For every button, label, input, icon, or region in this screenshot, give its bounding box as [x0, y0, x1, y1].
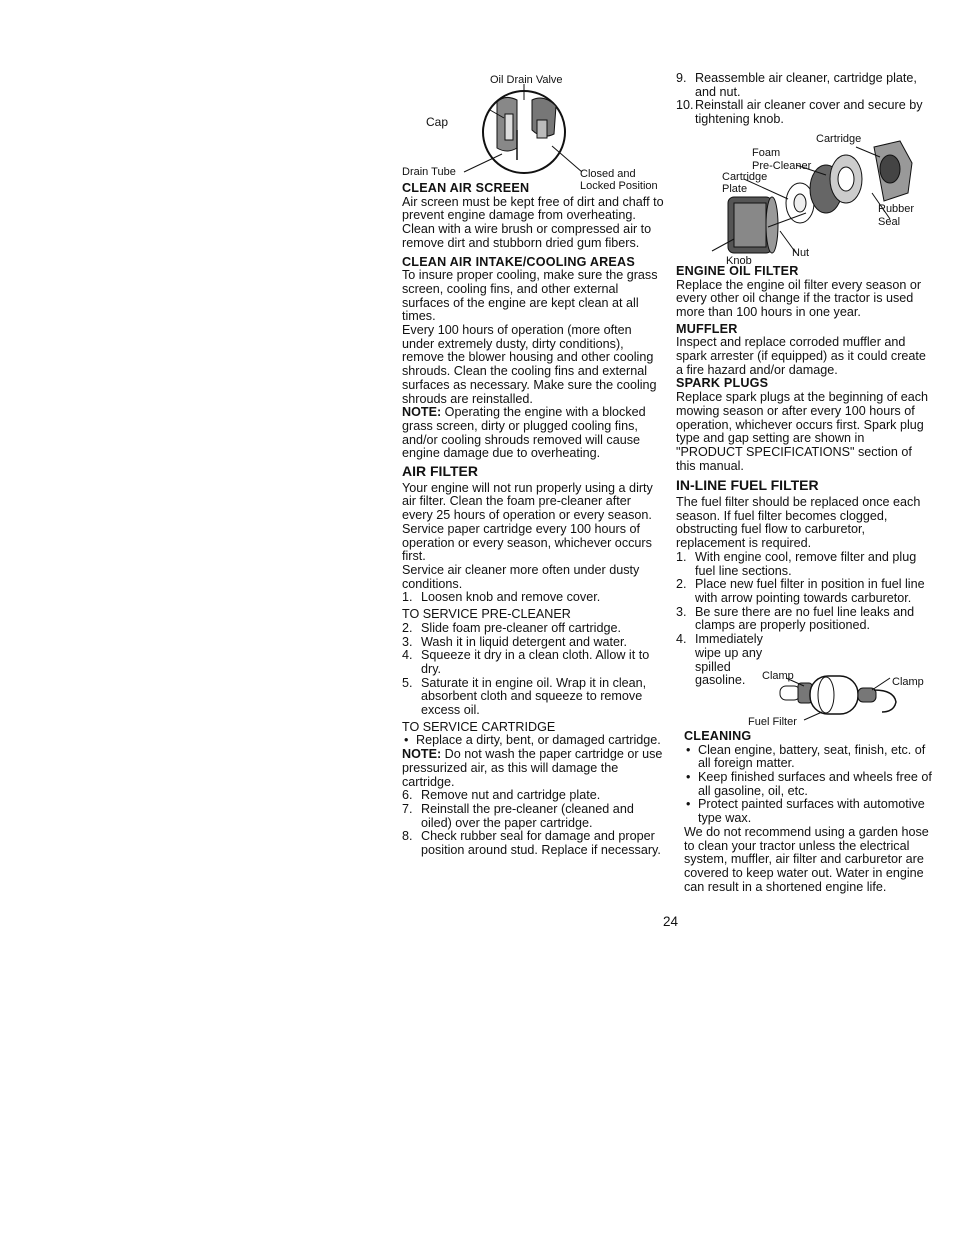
step-number: 4. [676, 632, 687, 647]
air-filter-step-6 [402, 789, 664, 803]
cleaning-bullet-2: • Keep finished surfaces and wheels free of all gasoline, oil, etc. [686, 770, 932, 798]
step-number: 7. [402, 801, 413, 816]
clean-air-intake-p2: Every 100 hours of operation (more often under extremely dusty, dirty conditions), remove the blower housing and other cooling shrouds. Clean the cooling fins and external surfaces as necessary. Make sure the cooling shrouds are reinstalled. [402, 323, 657, 406]
left-column [402, 72, 664, 858]
engine-oil-filter-heading: ENGINE OIL FILTER [676, 263, 799, 278]
air-filter-step-8 [402, 830, 664, 857]
step-text: Be sure there are no fuel line leaks and clamps are properly positioned. [695, 604, 915, 633]
fuel-filter-label: Fuel Filter [748, 715, 797, 728]
cleaning-heading: CLEANING [684, 728, 752, 743]
air-filter-p2: Service air cleaner more often under dusty conditions. [402, 562, 640, 591]
muffler-body: Inspect and replace corroded muffler and spark arrester (if equipped) as it could create a fire hazard and/or damage. [676, 335, 926, 377]
step-number: 10. [676, 98, 694, 113]
air-filter-step-5 [402, 677, 664, 718]
step-text: Check rubber seal for damage and proper position around stud. Replace if necessary. [421, 829, 661, 858]
step-number: 9. [676, 71, 687, 85]
engine-oil-filter-body: Replace the engine oil filter every season or every other oil change if the tractor is used more than 100 hours in one year. [676, 277, 922, 319]
step-number: 5. [402, 675, 413, 690]
cleaning-bullet-3: • Protect painted surfaces with automotive type wax. [684, 798, 932, 825]
pre-cleaner-label: Pre-Cleaner [752, 159, 812, 172]
drain-tube-label: Drain Tube [402, 166, 456, 178]
seal-label: Seal [878, 215, 901, 228]
step-text: Reinstall the pre-cleaner (cleaned and oiled) over the paper cartridge. [421, 801, 634, 830]
cleaning-section [676, 730, 932, 894]
closed-locked-label-2: Locked Position [580, 180, 658, 192]
clean-air-intake-p1: To insure proper cooling, make sure the grass screen, cooling fins, and other external surfaces of the engine are kept clean at all times. [402, 268, 658, 324]
right-column [676, 72, 932, 894]
spark-plugs-body: Replace spark plugs at the beginning of each mowing season or after every 100 hours of operation, whichever occurs first. Spark plug type and gap setting are shown in "PRODUCT SPECIFICATIONS" section of this manual. [676, 390, 929, 473]
air-cleaner-figure [676, 127, 932, 269]
step-text: Immediately wipe up any spilled gasoline. [695, 632, 763, 688]
bullet-text: Keep finished surfaces and wheels free of all gasoline, oil, etc. [698, 770, 932, 798]
step-number: 3. [676, 604, 687, 619]
fuel-filter-step-1 [676, 551, 932, 578]
cartridge-bullet: • Replace a dirty, bent, or damaged cartridge. [402, 734, 664, 748]
step-number: 4. [402, 648, 413, 663]
air-filter-note [402, 748, 664, 789]
fuel-filter-step-3 [676, 606, 932, 633]
nut-label: Nut [792, 246, 810, 259]
rubber-label: Rubber [878, 202, 915, 215]
oil-drain-valve-label: Oil Drain Valve [490, 74, 563, 86]
fuel-filter-figure [676, 669, 932, 728]
note-text: Operating the engine with a blocked grass screen, dirty or plugged cooling fins, and/or cooling shrouds removed will cause engine damage due to overheating. [402, 405, 646, 461]
air-filter-step-10 [676, 99, 932, 126]
cap-label: Cap [426, 115, 449, 129]
air-filter-p1: Your engine will not run properly using a dirty air filter. Clean the foam pre-cleaner after every 25 hours of operation or every season. Service paper cartridge every 100 hours of operation or every season, whichever occurs first. [402, 480, 653, 564]
air-filter-step-3 [402, 636, 664, 650]
air-filter-step-9 [676, 72, 932, 99]
step-text: Wash it in liquid detergent and water. [421, 634, 628, 649]
step-text: Remove nut and cartridge plate. [421, 788, 601, 803]
precleaner-subheading: TO SERVICE PRE-CLEANER [402, 607, 571, 622]
step-text: Saturate it in engine oil. Wrap it in clean, absorbent cloth and squeeze to remove excess oil. [421, 675, 647, 718]
closed-locked-label-1: Closed and [580, 168, 636, 180]
step-number: 6. [402, 788, 413, 803]
cleaning-body: We do not recommend using a garden hose to clean your tractor unless the electrical system, muffler, air filter and carburetor are covered to keep water out. Water in engine can result in a shortened engine life. [684, 824, 929, 894]
cartridge-plate-label-2: Plate [722, 182, 748, 195]
step-number: 3. [402, 634, 413, 649]
step-text: Place new fuel filter in position in fuel line with arrow pointing towards carburetor. [695, 577, 925, 605]
fuel-filter-body: The fuel filter should be replaced once each season. If fuel filter becomes clogged, obstructing fuel flow to carburetor, replacement is required. [676, 495, 921, 551]
step-text: Reinstall air cleaner cover and secure by tightening knob. [695, 98, 923, 127]
step-number: 8. [402, 829, 413, 844]
air-filter-step-4 [402, 649, 664, 676]
clean-air-intake-note [402, 406, 664, 461]
step-text: Loosen knob and remove cover. [421, 590, 601, 605]
cartridge-subheading: TO SERVICE CARTRIDGE [402, 719, 556, 734]
clean-air-screen-body: Air screen must be kept free of dirt and chaff to prevent engine damage from overheating. Clean with a wire brush or compressed air to remove dirt and stubborn dried gum fibers. [402, 194, 664, 250]
bullet-text: Protect painted surfaces with automotive type wax. [698, 797, 925, 826]
fuel-filter-heading: IN-LINE FUEL FILTER [676, 477, 819, 494]
spark-plugs-heading: SPARK PLUGS [676, 376, 769, 391]
fuel-filter-step-2 [676, 578, 932, 605]
cleaning-bullet-1: • Clean engine, battery, seat, finish, etc. of all foreign matter. [684, 744, 932, 771]
step-text: Slide foam pre-cleaner off cartridge. [421, 620, 621, 635]
clean-air-screen-heading: CLEAN AIR SCREEN [402, 181, 530, 195]
step-text: Squeeze it dry in a clean cloth. Allow it to dry. [421, 648, 650, 676]
knob-label: Knob [726, 254, 752, 267]
clamp-right-label: Clamp [892, 675, 924, 688]
oil-drain-valve-figure [402, 72, 664, 194]
page-number: 24 [663, 914, 679, 929]
cartridge-plate-label-1: Cartridge [722, 170, 768, 183]
air-filter-step-1 [402, 591, 664, 605]
note-label: NOTE: [402, 747, 442, 762]
cartridge-label: Cartridge [816, 132, 862, 145]
bullet-text: Replace a dirty, bent, or damaged cartridge. [416, 733, 661, 748]
clean-air-intake-heading: CLEAN AIR INTAKE/COOLING AREAS [402, 254, 635, 269]
foam-label: Foam [752, 146, 781, 159]
note-label: NOTE: [402, 405, 442, 420]
step-text: With engine cool, remove filter and plug fuel line sections. [695, 549, 917, 578]
step-number: 2. [676, 577, 687, 592]
air-filter-step-2 [402, 622, 664, 636]
air-filter-heading: AIR FILTER [402, 463, 478, 480]
note-text: Do not wash the paper cartridge or use pressurized air, as this will damage the cartridge. [402, 747, 663, 789]
step-number: 1. [402, 590, 413, 605]
clamp-left-label: Clamp [762, 669, 794, 682]
step-number: 2. [402, 620, 413, 635]
bullet-text: Clean engine, battery, seat, finish, etc. of all foreign matter. [698, 742, 926, 771]
air-filter-step-7 [402, 803, 664, 830]
step-text: Reassemble air cleaner, cartridge plate, and nut. [695, 71, 917, 99]
muffler-heading: MUFFLER [676, 321, 738, 336]
step-number: 1. [676, 549, 687, 564]
